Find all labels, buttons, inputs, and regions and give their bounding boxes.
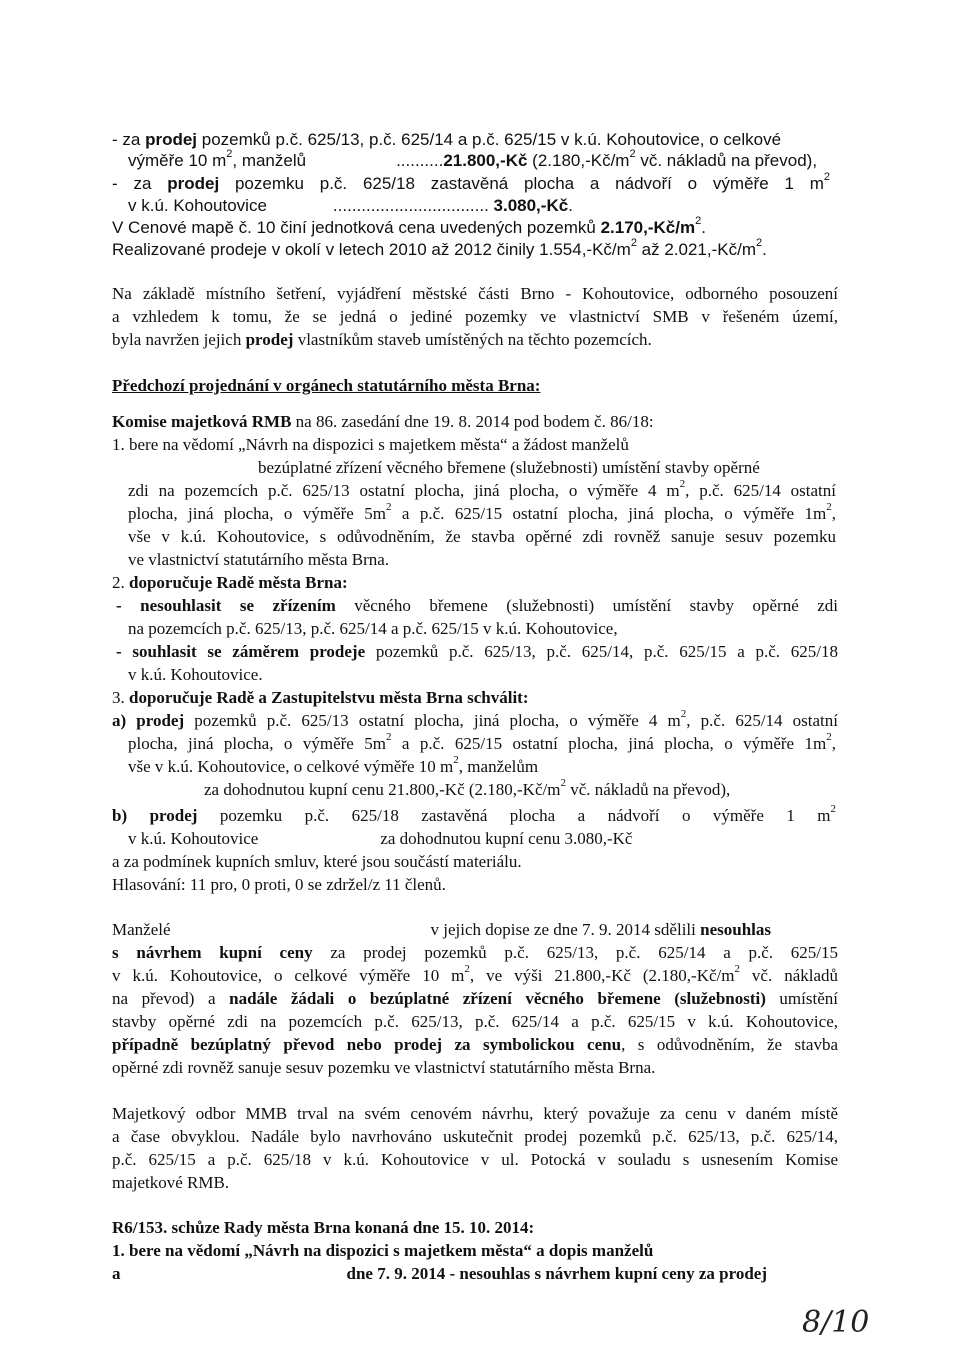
- text-line: V Cenové mapě č. 10 činí jednotková cena uvedených pozemků $2.170,-Kč/m^2$.: [112, 215, 706, 237]
- text-line: plocha, jiná plocha, o výměře $5m^2$ a p.č. 625/15 ostatní plocha, jiná plocha, o výměře $1m^2$,: [128, 731, 836, 753]
- text-line: Majetkový odbor MMB trval na svém cenovém návrhu, který považuje za cenu v daném místě: [112, 1104, 838, 1123]
- text-line: a vzhledem k tomu, že se jedná o jediné pozemky ve vlastnictví SMB v řešeném území,: [112, 307, 838, 326]
- text-line: 1. bere na vědomí „Návrh na dispozici s majetkem města“ a dopis manželů: [112, 1241, 654, 1260]
- text-line: Manželé v jejich dopise ze dne 7. 9. 2014 sdělili nesouhlas: [112, 920, 771, 939]
- text-line: případně bezúplatný převod nebo prodej za symbolickou cenu, s odůvodněním, že stavba: [112, 1035, 838, 1054]
- text-line: za dohodnutou kupní cenu 21.800,-Kč ($2.180,-Kč/m^2$ vč. nákladů na převod),: [204, 777, 731, 799]
- text-line: ve vlastnictví statutárního města Brna.: [128, 550, 390, 569]
- text-line: s návrhem kupní ceny za prodej pozemků p.č. 625/13, p.č. 625/14 a p.č. 625/15: [112, 943, 838, 962]
- text-line: výměře 10 $m^2$, manželů ..........21.800,-Kč ($2.180,-Kč/m^2$ vč. nákladů na převod),: [128, 148, 818, 170]
- text-line: na pozemcích p.č. 625/13, p.č. 625/14 a p.č. 625/15 v k.ú. Kohoutovice,: [128, 619, 618, 638]
- text-line: a čase obvyklou. Nadále bylo navrhováno uskutečnit prodej pozemků p.č. 625/13, p.č. 625/14,: [112, 1127, 838, 1146]
- text-line: a) prodej pozemků p.č. 625/13 ostatní plocha, jiná plocha, o výměře 4 $m^2$, p.č. 625/14 ostatní: [112, 708, 839, 730]
- text-line: v k.ú. Kohoutovice, o celkové výměře 10 $m^2$, ve výši 21.800,-Kč ($2.180,-Kč/m^2$ vč. nákladů: [112, 963, 839, 985]
- text-line: byla navržen jejich prodej vlastníkům staveb umístěných na těchto pozemcích.: [112, 330, 652, 349]
- text-line: vše v k.ú. Kohoutovice, s odůvodněním, že stavba opěrné zdi rovněž sanuje sesuv pozemku: [128, 527, 836, 546]
- text-line: b) prodej pozemku p.č. 625/18 zastavěná plocha a nádvoří o výměře 1 $m^2$: [112, 803, 836, 825]
- text-line: - za prodej pozemků p.č. 625/13, p.č. 625/14 a p.č. 625/15 v k.ú. Kohoutovice, o celkové: [112, 130, 782, 149]
- text-line: a dne 7. 9. 2014 - nesouhlas s návrhem kupní ceny za prodej: [112, 1264, 767, 1283]
- text-line: - za prodej pozemku p.č. 625/18 zastavěná plocha a nádvoří o výměře 1 $m^2$: [112, 171, 830, 193]
- page-number-mark: 8/10: [802, 1305, 870, 1340]
- text-line: plocha, jiná plocha, o výměře $5m^2$ a p.č. 625/15 ostatní plocha, jiná plocha, o výměře $1m^2$,: [128, 501, 836, 523]
- text-line: 3. doporučuje Radě a Zastupitelstvu města Brna schválit:: [112, 688, 529, 707]
- text-line: - souhlasit se záměrem prodeje pozemků p.č. 625/13, p.č. 625/14, p.č. 625/15 a p.č. 625/18: [116, 642, 838, 661]
- text-line: na převod) a nadále žádali o bezúplatné zřízení věcného břemene (služebnosti) umístění: [112, 989, 838, 1008]
- text-line: 2. doporučuje Radě města Brna:: [112, 573, 348, 592]
- text-line: Komise majetková RMB na 86. zasedání dne 19. 8. 2014 pod bodem č. 86/18:: [112, 412, 654, 431]
- text-line: opěrné zdi rovněž sanuje sesuv pozemku ve vlastnictví statutárního města Brna.: [112, 1058, 656, 1077]
- text-line: Na základě místního šetření, vyjádření městské části Brno - Kohoutovice, odborného posouzení: [112, 284, 838, 303]
- section-heading: Předchozí projednání v orgánech statutárního města Brna:: [112, 376, 541, 395]
- text-line: bezúplatné zřízení věcného břemene (služebnosti) umístění stavby opěrné: [258, 458, 760, 477]
- text-line: - nesouhlasit se zřízením věcného břemene (služebnosti) umístění stavby opěrné zdi: [116, 596, 838, 615]
- text-line: Realizované prodeje v okolí v letech 2010 až 2012 činily $1.554,-Kč/m^2$ až $2.021,-Kč/m^2$.: [112, 237, 767, 259]
- text-line: v k.ú. Kohoutovice.: [128, 665, 263, 684]
- text-line: stavby opěrné zdi na pozemcích p.č. 625/13, p.č. 625/14 a p.č. 625/15 v k.ú. Kohoutovice,: [112, 1012, 838, 1031]
- text-line: majetkové RMB.: [112, 1173, 230, 1192]
- text-line: 1. bere na vědomí „Návrh na dispozici s majetkem města“ a žádost manželů: [112, 435, 629, 454]
- text-line: vše v k.ú. Kohoutovice, o celkové výměře 10 $m^2$, manželům: [128, 754, 539, 776]
- text-line: p.č. 625/15 a p.č. 625/18 v k.ú. Kohoutovice v ul. Potocká v souladu s usnesením Komise: [112, 1150, 838, 1169]
- text-line: v k.ú. Kohoutovice za dohodnutou kupní cenu 3.080,-Kč: [128, 829, 633, 848]
- text-line: R6/153. schůze Rady města Brna konaná dne 15. 10. 2014:: [112, 1218, 535, 1237]
- text-line: zdi na pozemcích p.č. 625/13 ostatní plocha, jiná plocha, o výměře 4 $m^2$, p.č. 625/14 ostatní: [128, 478, 836, 500]
- vote-line: Hlasování: 11 pro, 0 proti, 0 se zdržel/z 11 členů.: [112, 875, 446, 894]
- text-line: v k.ú. Kohoutovice ................................. 3.080,-Kč.: [128, 196, 573, 215]
- handwritten-page-number: [796, 1300, 886, 1342]
- text-line: a za podmínek kupních smluv, které jsou součástí materiálu.: [112, 852, 522, 871]
